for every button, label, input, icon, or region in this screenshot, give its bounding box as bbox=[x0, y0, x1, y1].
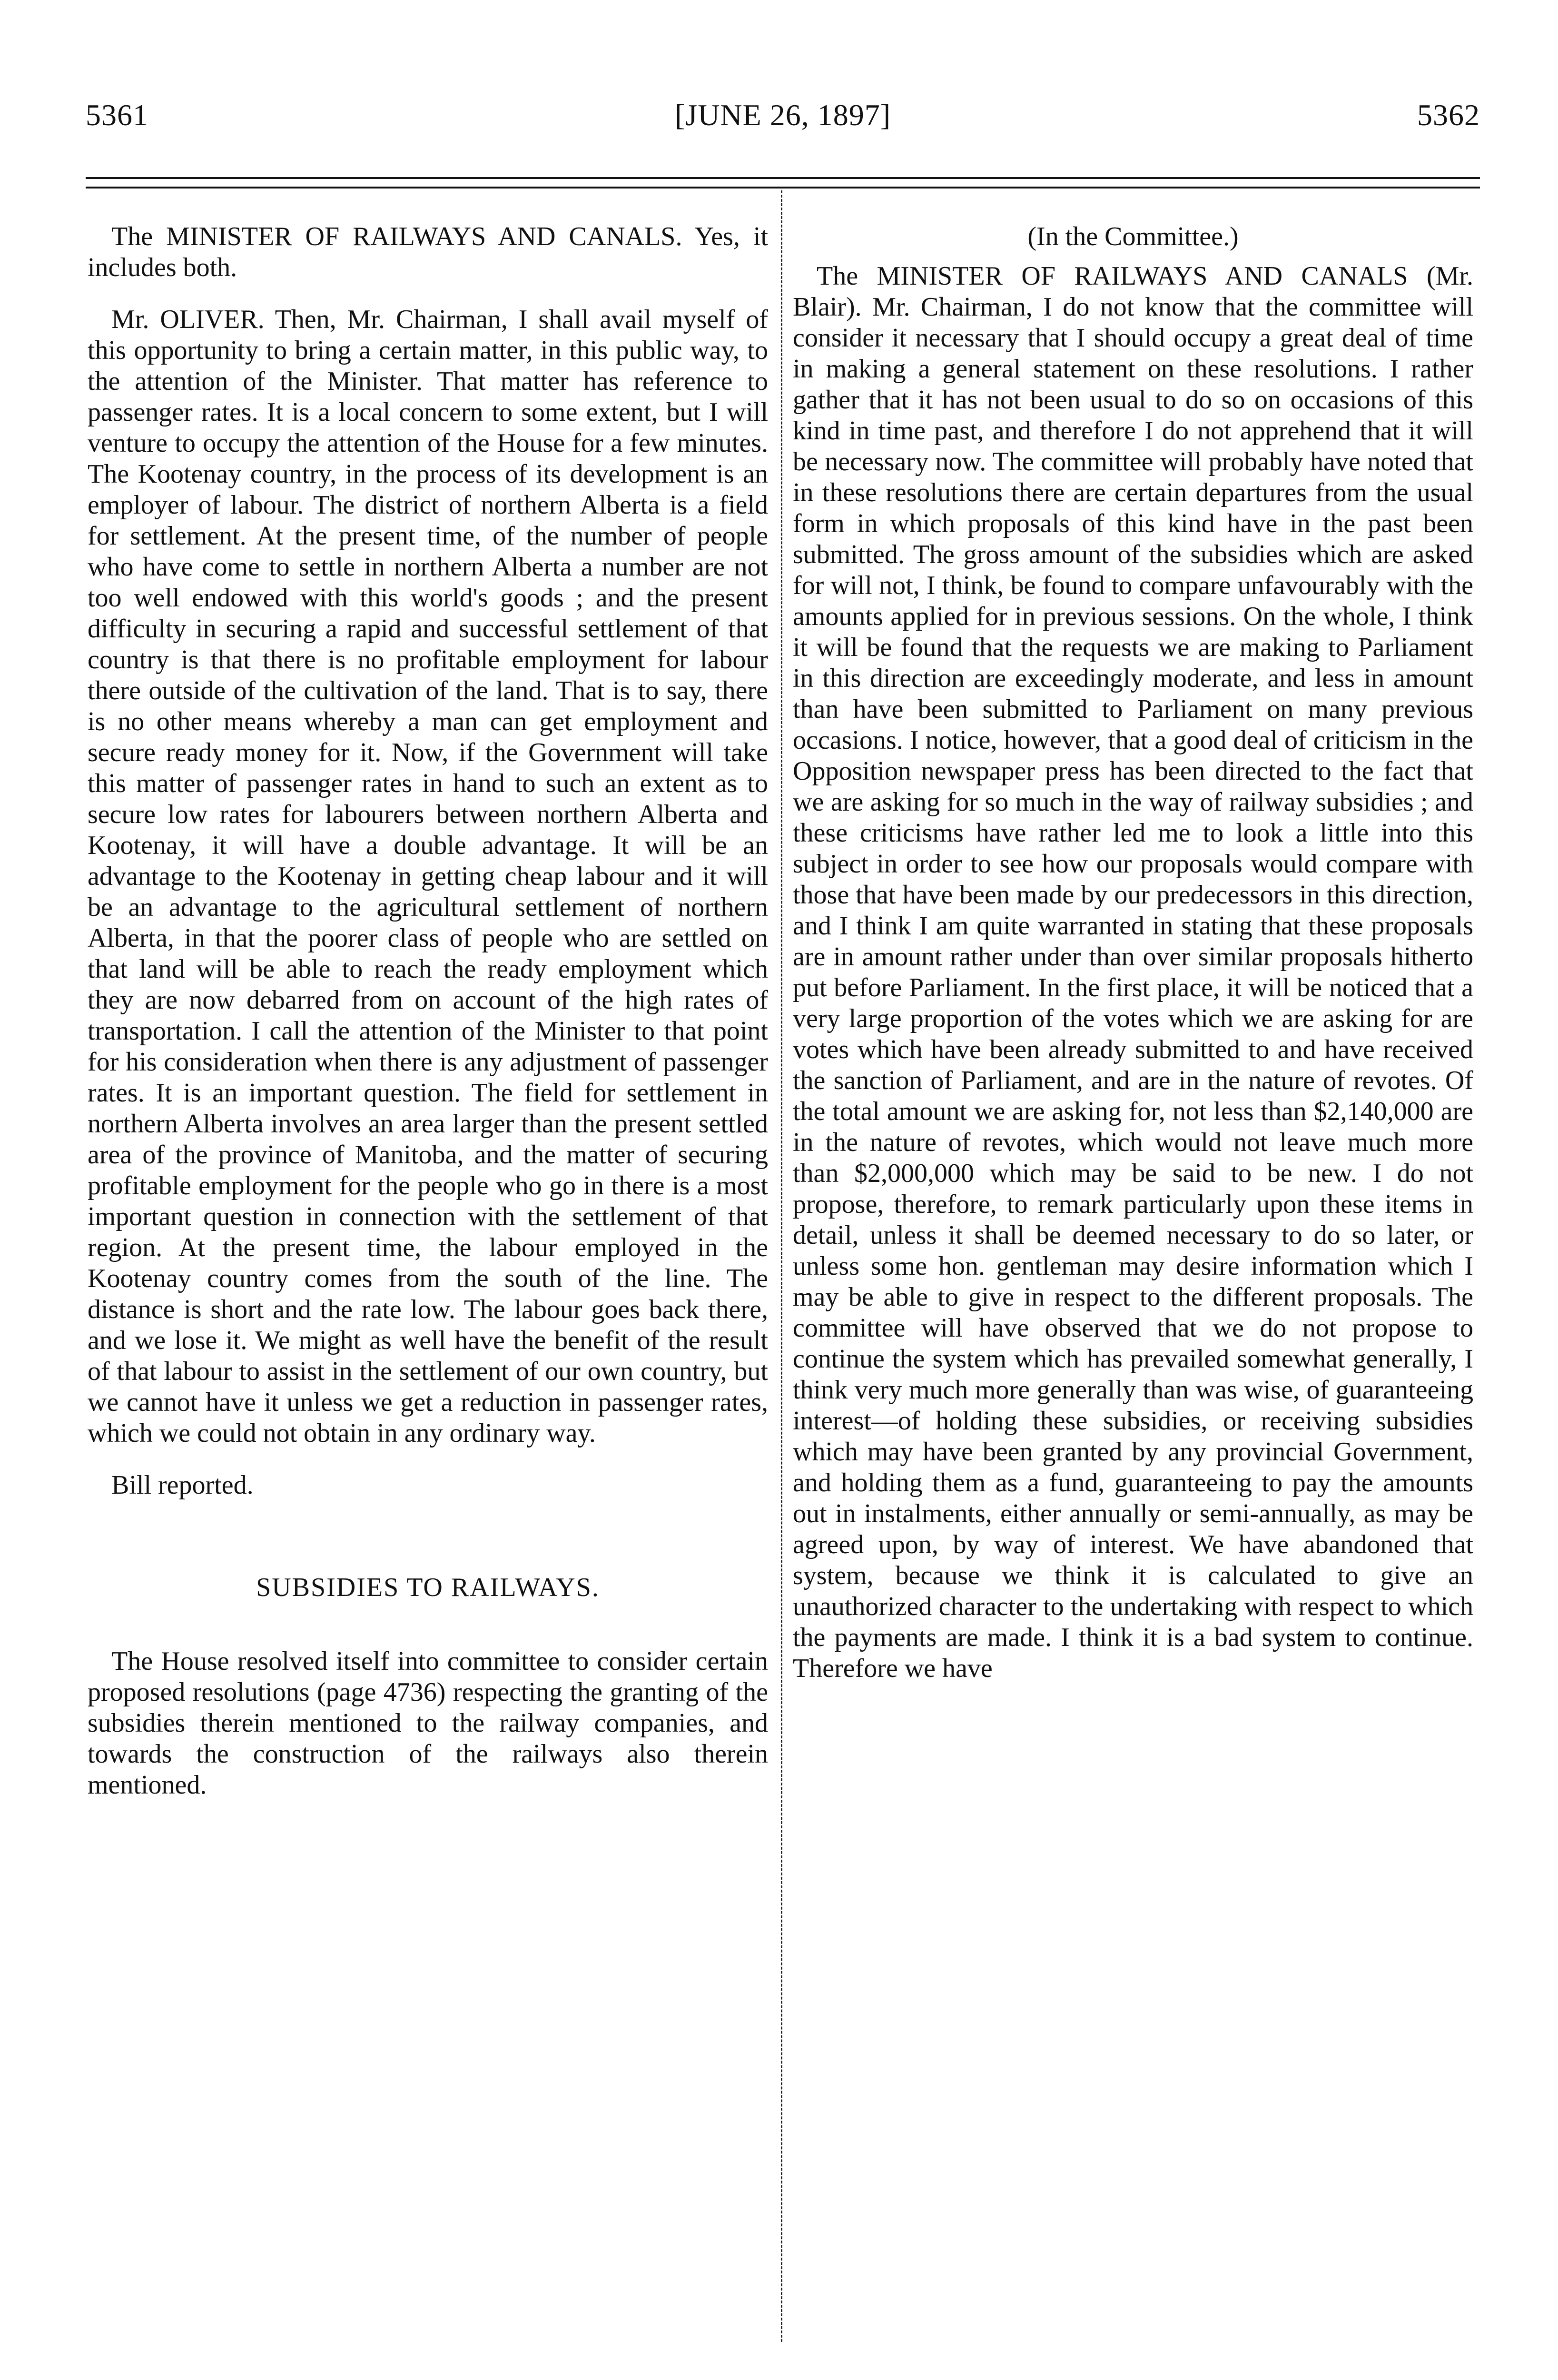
paragraph-minister-statement: The MINISTER OF RAILWAYS AND CANALS (Mr. Blair). Mr. Chairman, I do not know that the committee will consider it necessary that I should occupy a great deal of time in making a general statement on these resolutions. I rather gather that it has not been usual to do so on occasions of this kind in time past, and therefore I do not apprehend that it will be necessary now. The committee will probably have noted that in these resolutions there are certain departures from the usual form in which proposals of this kind have in the past been submitted. The gross amount of the subsidies which are asked for will not, I think, be found to compare unfavourably with the amounts applied for in previous sessions. On the whole, I think it will be found that the requests we are making to Parliament in this direction are exceedingly moderate, and less in amount than have been submitted to Parliament on many previous occasions. I notice, however, that a good deal of criticism in the Opposition newspaper press has been directed to the fact that we are asking for so much in the way of railway subsidies ; and these criticisms have rather led me to look a little into this subject in order to see how our proposals would compare with those that have been made by our predecessors in this direction, and I think I am quite warranted in stating that these proposals are in amount rather under than over similar proposals hitherto put before Parliament. In the first place, it will be noticed that a very large proportion of the votes which we are asking for are votes which have been already submitted to and have received the sanction of Parliament, and are in the nature of revotes. Of the total amount we are asking for, not less than $2,140,000 are in the nature of revotes, which would not leave much more than $2,000,000 which may be said to be new. I do not propose, therefore, to remark particularly upon these items in detail, unless it shall be deemed necessary to do so later, or unless some hon. gentleman may desire information which I may be able to give in respect to the different proposals. The committee will have observed that we do not propose to continue the system which has prevailed somewhat generally, I think very much more generally than was wise, of guaranteeing interest—of holding these subsidies, or receiving subsidies which may have been granted by any provincial Government, and holding them as a fund, guaranteeing to pay the amounts out in instalments, either annually or semi-annually, as may be agreed upon, by way of interest. We have abandoned that system, because we think it is calculated to give an unauthorized character to the undertaking with respect to which the payments are made. I think it is a bad system to continue. Therefore we have bbox=[793, 261, 1473, 1683]
left-column bbox=[88, 221, 768, 1801]
header-rule-bottom bbox=[86, 187, 1480, 188]
page-header bbox=[86, 98, 1480, 145]
paragraph-minister-reply: The MINISTER OF RAILWAYS AND CANALS. Yes, it includes both. bbox=[88, 222, 768, 282]
column-divider bbox=[781, 190, 782, 2342]
paragraph-house-resolved: The House resolved itself into committee to consider certain proposed resolutions (page 4736) respecting the granting of the subsidies therein mentioned to the railway companies, and towards the construction of the railways also therein mentioned. bbox=[88, 1646, 768, 1800]
right-column bbox=[793, 221, 1473, 1684]
page-number-left: 5361 bbox=[86, 98, 148, 132]
paragraph-oliver-speech: Mr. OLIVER. Then, Mr. Chairman, I shall avail myself of this opportunity to bring a certain matter, in this public way, to the attention of the Minister. That matter has reference to passenger rates. It is a local concern to some extent, but I will venture to occupy the attention of the House for a few minutes. The Kootenay country, in the process of its development is an employer of labour. The district of northern Alberta is a field for settlement. At the present time, of the number of people who have come to settle in northern Alberta a number are not too well endowed with this world's goods ; and the present difficulty in securing a rapid and successful settlement of that country is that there is no profitable employment for labour there outside of the cultivation of the land. That is to say, there is no other means whereby a man can get employment and secure ready money for it. Now, if the Government will take this matter of passenger rates in hand to such an extent as to secure low rates for labourers between northern Alberta and Kootenay, it will have a double advantage. It will be an advantage to the Kootenay in getting cheap labour and it will be an advantage to the agricultural settlement of northern Alberta, in that the poorer class of people who are settled on that land will be able to reach the ready employment which they are now debarred from on account of the high rates of transportation. I call the attention of the Minister to that point for his consideration when there is any adjustment of passenger rates. It is an important question. The field for settlement in northern Alberta involves an area larger than the present settled area of the province of Manitoba, and the matter of securing profitable employment for the people who go in there is a most important question in connection with the settlement of that region. At the present time, the labour employed in the Kootenay country comes from the south of the line. The distance is short and the rate low. The labour goes back there, and we lose it. We might as well have the benefit of the result of that labour to assist in the settlement of our own country, but we cannot have it unless we get a reduction in passenger rates, which we could not obtain in any ordinary way. bbox=[88, 305, 768, 1448]
committee-note: (In the Committee.) bbox=[1027, 222, 1239, 251]
section-heading: SUBSIDIES TO RAILWAYS. bbox=[256, 1573, 600, 1602]
page-number-right: 5362 bbox=[1417, 98, 1480, 132]
header-date: [JUNE 26, 1897] bbox=[674, 98, 891, 132]
paragraph-bill-reported: Bill reported. bbox=[111, 1470, 254, 1500]
header-rule-top bbox=[86, 177, 1480, 179]
